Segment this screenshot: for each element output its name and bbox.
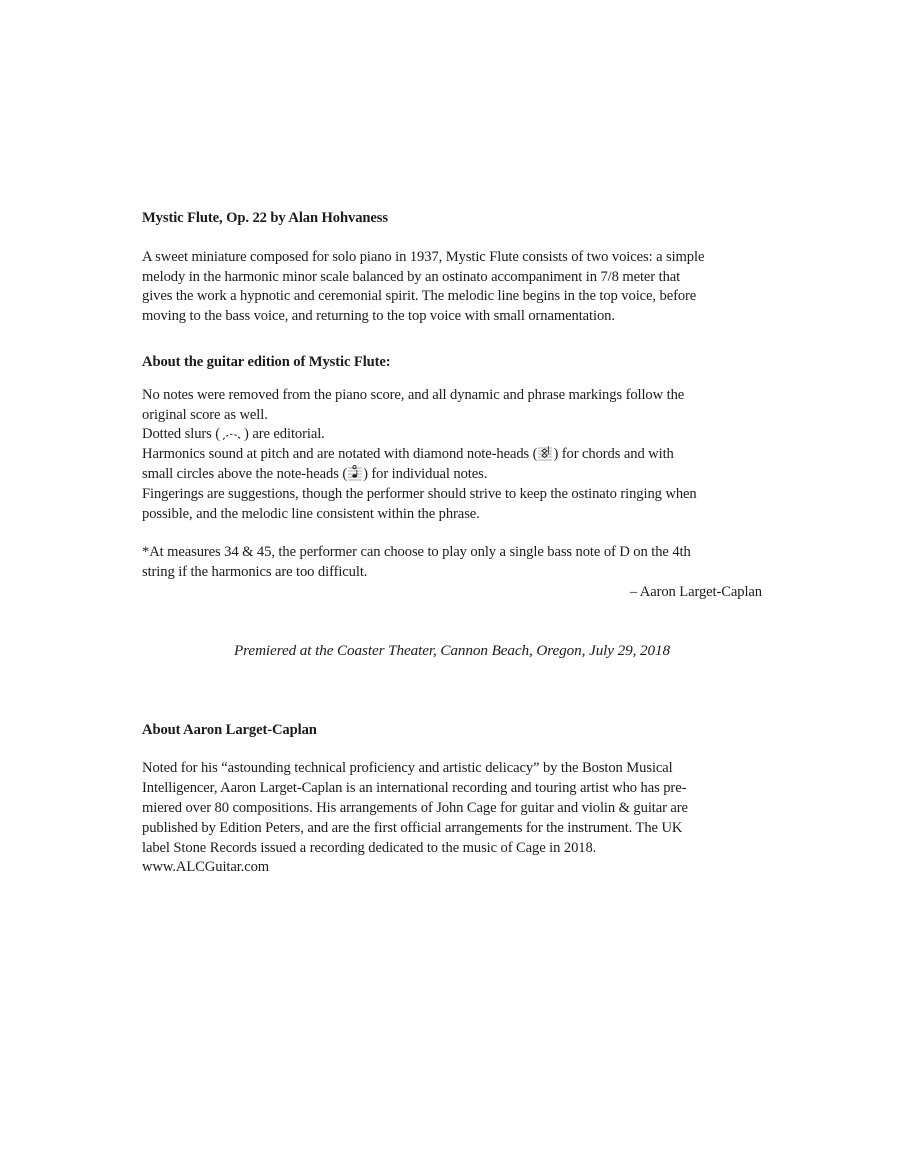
work-description bbox=[142, 248, 762, 327]
dotted-slur-icon bbox=[221, 432, 243, 441]
text-line: possible, and the melodic line consistent within the phrase. bbox=[142, 505, 480, 522]
text-line: *At measures 34 & 45, the performer can choose to play only a single bass note of D on the 4th bbox=[142, 544, 691, 561]
edition-note-score bbox=[142, 386, 762, 426]
text-line: A sweet miniature composed for solo piano in 1937, Mystic Flute consists of two voices: a simple bbox=[142, 248, 705, 265]
edition-note-harmonics-text-mid: ) for chords and with bbox=[553, 446, 674, 463]
text-line: string if the harmonics are too difficult. bbox=[142, 564, 368, 581]
bio-heading: About Aaron Larget-Caplan bbox=[142, 721, 317, 738]
text-line: Intelligencer, Aaron Larget-Caplan is an international recording and touring artist who has pre- bbox=[142, 780, 687, 797]
text-line: moving to the bass voice, and returning to the top voice with small ornamentation. bbox=[142, 308, 615, 325]
diamond-notehead-icon bbox=[538, 445, 552, 461]
text-line: original score as well. bbox=[142, 406, 268, 423]
edition-note-slurs-text-post: ) are editorial. bbox=[244, 426, 325, 443]
signature: – Aaron Larget-Caplan bbox=[629, 583, 762, 600]
website-url: www.ALCGuitar.com bbox=[142, 859, 270, 876]
work-title-heading: Mystic Flute, Op. 22 by Alan Hohvaness bbox=[142, 210, 388, 226]
edition-note-harmonics-text-pre: Harmonics sound at pitch and are notated with diamond note-heads ( bbox=[142, 446, 538, 463]
edition-note-harmonics-1 bbox=[142, 445, 762, 465]
text-line: Noted for his “astounding technical proficiency and artistic delicacy” by the Boston Musical bbox=[142, 760, 673, 777]
edition-note-slurs-text-pre: Dotted slurs ( bbox=[142, 426, 221, 443]
circle-notehead-icon bbox=[348, 465, 362, 481]
edition-note-harmonics-text-post: ) for individual notes. bbox=[363, 465, 488, 482]
text-line: published by Edition Peters, and are the first official arrangements for the instrument. The UK bbox=[142, 819, 683, 836]
edition-note-harmonics-2 bbox=[142, 465, 762, 485]
edition-heading: About the guitar edition of Mystic Flute: bbox=[142, 353, 391, 370]
edition-notes bbox=[142, 386, 762, 525]
text-line: miered over 80 compositions. His arrangements of John Cage for guitar and violin & guitar are bbox=[142, 799, 688, 816]
edition-note-harmonics-text-pre-2: small circles above the note-heads ( bbox=[142, 465, 348, 482]
text-line: melody in the harmonic minor scale balanced by an ostinato accompaniment in 7/8 meter that bbox=[142, 268, 681, 285]
text-line: Fingerings are suggestions, though the performer should strive to keep the ostinato ringing when bbox=[142, 485, 697, 502]
premiere-note: Premiered at the Coaster Theater, Cannon Beach, Oregon, July 29, 2018 bbox=[234, 641, 670, 659]
footnote bbox=[142, 543, 762, 583]
text-line: No notes were removed from the piano score, and all dynamic and phrase markings follow the bbox=[142, 386, 685, 403]
edition-note-slurs bbox=[142, 425, 762, 445]
bio-text bbox=[142, 759, 762, 858]
text-line: label Stone Records issued a recording dedicated to the music of Cage in 2018. bbox=[142, 839, 597, 856]
edition-note-fingerings bbox=[142, 485, 762, 525]
text-line: gives the work a hypnotic and ceremonial spirit. The melodic line begins in the top voice, before bbox=[142, 288, 697, 305]
content-column bbox=[142, 209, 762, 878]
